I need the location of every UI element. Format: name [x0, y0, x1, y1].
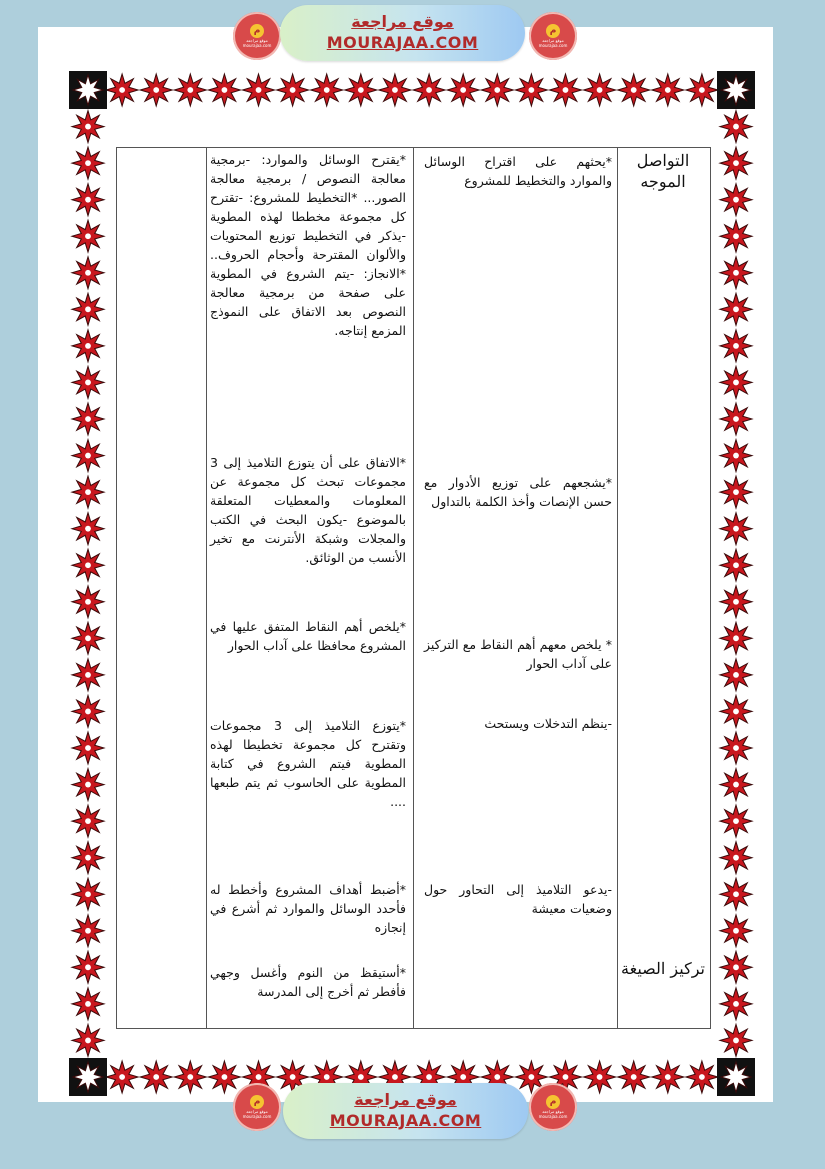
border-star-right-center	[733, 453, 739, 459]
border-star-bottom-center	[392, 1074, 398, 1080]
corner-star-center	[85, 1074, 90, 1079]
border-star-bottom-center	[699, 1074, 705, 1080]
stage-label-formula-focus: تركيز الصيغة	[621, 959, 705, 978]
border-star-left-center	[85, 197, 91, 203]
border-star-right-center	[733, 233, 739, 239]
teacher-activity-1: *يحثهم على اقتراح الوسائل والموارد والتخطيط للمشروع	[424, 154, 612, 188]
border-star-top-center	[426, 87, 432, 93]
border-star-left-center	[85, 818, 91, 824]
logo-mark: م	[250, 24, 264, 38]
site-logo-left-bottom	[233, 1083, 281, 1131]
learner-activity-1: *يقترح الوسائل والموارد: -برمجية معالجة النصوص / برمجية معالجة الصور... *التخطيط للمشروع: -تقترح كل مجموعة مخططا لهذه المطوية -يذكر في التخطيط توزيع المحتويات والألوان المقترحة وأحجام الحروف.. *الانجاز: -يتم الشروع في المطوية على صفحة من برمجية معالجة النصوص بعد الاتفاق على النموذج المزمع إنتاجه.	[210, 152, 406, 338]
border-star-top-center	[324, 87, 330, 93]
site-badge-bottom[interactable]	[283, 1083, 528, 1139]
corner-star-center	[733, 87, 738, 92]
border-star-bottom-center	[324, 1074, 330, 1080]
logo-caption: موقع مراجعة	[246, 38, 268, 43]
learner-activity-2: *الاتفاق على أن يتوزع التلاميذ إلى 3 مجموعات تبحث كل مجموعة عن المعلومات والمعطيات المتعلقة بالموضوع -يكون البحث في الكتب والمجلات وشبكة الأنترنت مع تخير الأنسب من الوثائق.	[210, 455, 406, 565]
border-star-right-center	[733, 270, 739, 276]
logo-caption: موقع مراجعة	[542, 1109, 564, 1114]
border-star-right-center	[733, 1001, 739, 1007]
border-star-left-center	[85, 745, 91, 751]
site-logo-right-top	[529, 12, 577, 60]
border-star-top-center	[528, 87, 534, 93]
border-star-top-center	[460, 87, 466, 93]
border-star-left-center	[85, 343, 91, 349]
border-star-bottom-center	[597, 1074, 603, 1080]
border-star-top-center	[597, 87, 603, 93]
border-star-bottom-center	[563, 1074, 569, 1080]
border-star-right-center	[733, 197, 739, 203]
column-divider	[206, 148, 207, 1028]
border-star-left-center	[85, 1001, 91, 1007]
learner-activity-4: *يتوزع التلاميذ إلى 3 مجموعات وتقترح كل مجموعة تخطيطا لهذه المطوية فيتم الشروع في كتابة المطوية على الحاسوب ثم يتم طبعها ....	[210, 718, 406, 809]
border-star-right-center	[733, 599, 739, 605]
border-star-top-center	[631, 87, 637, 93]
learner-activity-6: *أستيقظ من النوم وأغسل وجهي فأفطر ثم أخرج إلى المدرسة	[210, 965, 406, 999]
border-star-bottom-center	[290, 1074, 296, 1080]
border-star-right-center	[733, 672, 739, 678]
border-star-left-center	[85, 306, 91, 312]
border-star-top-center	[494, 87, 500, 93]
border-star-bottom-center	[460, 1074, 466, 1080]
logo-caption: موقع مراجعة	[542, 38, 564, 43]
border-star-left-center	[85, 160, 91, 166]
logo-url: mourajaa.com	[242, 43, 272, 48]
border-star-left-center	[85, 489, 91, 495]
corner-star-center	[85, 87, 90, 92]
site-name-arabic[interactable]: موقع مراجعة	[351, 12, 454, 31]
site-badge-top[interactable]	[280, 5, 525, 61]
logo-mark: م	[546, 1095, 560, 1109]
teacher-activity-3: * يلخص معهم أهم النقاط مع التركيز على آداب الحوار	[424, 637, 612, 671]
border-star-left-center	[85, 599, 91, 605]
border-star-top-center	[119, 87, 125, 93]
border-star-left-center	[85, 380, 91, 386]
site-name-arabic[interactable]: موقع مراجعة	[354, 1090, 457, 1109]
learner-activity-3: *يلخص أهم النقاط المتفق عليها في المشروع محافظا على آداب الحوار	[210, 619, 406, 653]
border-star-right-center	[733, 526, 739, 532]
logo-mark: م	[546, 24, 560, 38]
border-star-left-center	[85, 562, 91, 568]
border-star-bottom-center	[631, 1074, 637, 1080]
stage-label-guided-communication: التواصل الموجه	[636, 151, 690, 191]
teacher-activity-2: *يشجعهم على توزيع الأدوار مع حسن الإنصات وأخذ الكلمة بالتداول	[424, 475, 612, 509]
border-star-right-center	[733, 160, 739, 166]
border-star-right-center	[733, 855, 739, 861]
border-star-left-center	[85, 928, 91, 934]
border-star-bottom-center	[222, 1074, 228, 1080]
border-star-bottom-center	[426, 1074, 432, 1080]
teacher-activity-4: -ينظم التدخلات ويستحث	[484, 716, 612, 731]
border-star-left-center	[85, 233, 91, 239]
border-star-top-center	[358, 87, 364, 93]
logo-caption: موقع مراجعة	[246, 1109, 268, 1114]
border-star-bottom-center	[256, 1074, 262, 1080]
border-star-right-center	[733, 964, 739, 970]
border-star-right-center	[733, 928, 739, 934]
site-name-latin[interactable]: MOURAJAA.COM	[329, 1111, 482, 1130]
border-star-left-center	[85, 270, 91, 276]
border-star-right-center	[733, 380, 739, 386]
border-star-left-center	[85, 782, 91, 788]
border-star-left-center	[85, 124, 91, 130]
learner-activity-5: *أضبط أهداف المشروع وأخطط له فأحدد الوسائل والموارد ثم أشرع في إنجازه	[210, 882, 406, 935]
border-star-top-center	[563, 87, 569, 93]
border-star-bottom-center	[119, 1074, 125, 1080]
lesson-table	[116, 147, 711, 1029]
border-star-top-center	[153, 87, 159, 93]
border-star-left-center	[85, 855, 91, 861]
site-logo-right-bottom	[529, 1083, 577, 1131]
teacher-activity-5: -يدعو التلاميذ إلى التحاور حول وضعيات معيشة	[424, 882, 612, 916]
border-star-left-center	[85, 891, 91, 897]
border-star-bottom-center	[358, 1074, 364, 1080]
border-star-bottom-center	[187, 1074, 193, 1080]
border-star-right-center	[733, 782, 739, 788]
border-star-bottom-center	[494, 1074, 500, 1080]
border-star-bottom-center	[153, 1074, 159, 1080]
logo-url: mourajaa.com	[242, 1114, 272, 1119]
border-star-right-center	[733, 489, 739, 495]
border-star-top-center	[187, 87, 193, 93]
border-star-top-center	[699, 87, 705, 93]
border-star-left-center	[85, 635, 91, 641]
site-name-latin[interactable]: MOURAJAA.COM	[326, 33, 479, 52]
border-star-right-center	[733, 1038, 739, 1044]
border-star-right-center	[733, 416, 739, 422]
logo-url: mourajaa.com	[538, 43, 568, 48]
border-star-left-center	[85, 1038, 91, 1044]
border-star-right-center	[733, 562, 739, 568]
border-star-bottom-center	[665, 1074, 671, 1080]
logo-url: mourajaa.com	[538, 1114, 568, 1119]
border-star-left-center	[85, 416, 91, 422]
border-star-left-center	[85, 672, 91, 678]
corner-star-center	[733, 1074, 738, 1079]
border-star-right-center	[733, 306, 739, 312]
column-divider	[617, 148, 618, 1028]
border-star-right-center	[733, 635, 739, 641]
border-star-top-center	[256, 87, 262, 93]
border-star-left-center	[85, 453, 91, 459]
border-star-right-center	[733, 343, 739, 349]
logo-mark: م	[250, 1095, 264, 1109]
border-star-top-center	[665, 87, 671, 93]
border-star-top-center	[290, 87, 296, 93]
border-star-top-center	[392, 87, 398, 93]
column-divider	[413, 148, 414, 1028]
site-logo-left-top	[233, 12, 281, 60]
border-star-left-center	[85, 709, 91, 715]
border-star-right-center	[733, 745, 739, 751]
border-star-left-center	[85, 526, 91, 532]
border-star-right-center	[733, 709, 739, 715]
border-star-right-center	[733, 891, 739, 897]
border-star-bottom-center	[528, 1074, 534, 1080]
border-star-top-center	[222, 87, 228, 93]
border-star-right-center	[733, 818, 739, 824]
border-star-right-center	[733, 124, 739, 130]
border-star-left-center	[85, 964, 91, 970]
